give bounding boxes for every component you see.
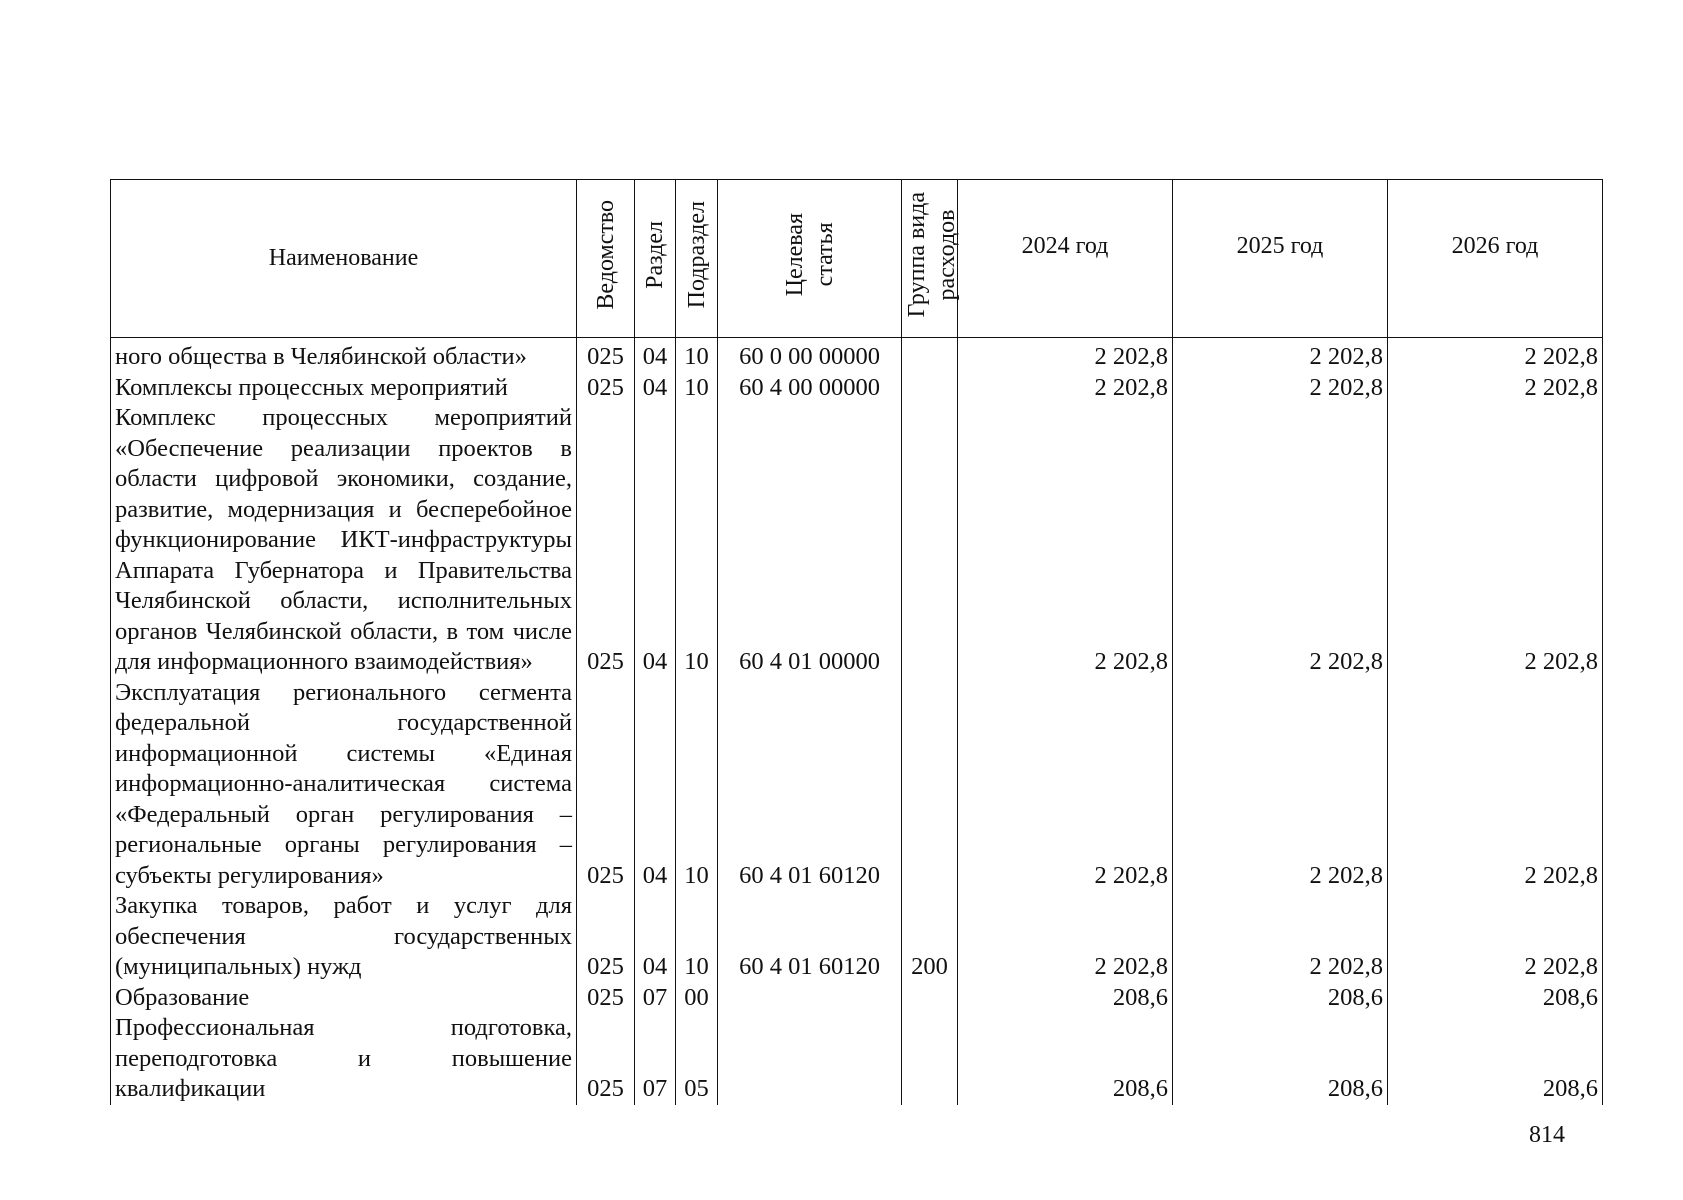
cell-razd: 07 <box>635 1013 676 1105</box>
cell-2026: 208,6 <box>1388 1013 1603 1105</box>
cell-2024: 2 202,8 <box>958 678 1173 892</box>
cell-2026: 2 202,8 <box>1388 338 1603 373</box>
cell-pod: 10 <box>676 338 718 373</box>
cell-2024: 208,6 <box>958 983 1173 1014</box>
cell-pod: 00 <box>676 983 718 1014</box>
header-2026: 2026 год <box>1388 180 1603 338</box>
cell-razd: 04 <box>635 338 676 373</box>
table-row <box>111 338 1603 373</box>
table-row <box>111 678 1603 892</box>
cell-razd: 04 <box>635 403 676 678</box>
cell-2024: 2 202,8 <box>958 373 1173 404</box>
cell-cel: 60 4 01 00000 <box>718 403 902 678</box>
cell-ved: 025 <box>577 1013 635 1105</box>
header-grp: Группа вида расходов <box>902 180 958 338</box>
cell-ved: 025 <box>577 338 635 373</box>
cell-cel: 60 0 00 00000 <box>718 338 902 373</box>
cell-2024: 2 202,8 <box>958 403 1173 678</box>
cell-2024: 2 202,8 <box>958 338 1173 373</box>
cell-2026: 2 202,8 <box>1388 373 1603 404</box>
cell-pod: 10 <box>676 678 718 892</box>
budget-table <box>110 179 1603 1105</box>
cell-2024: 208,6 <box>958 1013 1173 1105</box>
cell-2025: 2 202,8 <box>1173 891 1388 983</box>
cell-pod: 10 <box>676 891 718 983</box>
table-row <box>111 891 1603 983</box>
cell-name: Комплексы процессных мероприятий <box>111 373 577 404</box>
header-2024: 2024 год <box>958 180 1173 338</box>
cell-grp <box>902 1013 958 1105</box>
cell-2025: 208,6 <box>1173 983 1388 1014</box>
cell-grp <box>902 403 958 678</box>
header-podrazd: Подраздел <box>676 180 718 338</box>
cell-name: Образование <box>111 983 577 1014</box>
page-number: 814 <box>1529 1122 1565 1148</box>
cell-razd: 04 <box>635 678 676 892</box>
header-razd: Раздел <box>635 180 676 338</box>
table-row <box>111 373 1603 404</box>
cell-cel: 60 4 01 60120 <box>718 678 902 892</box>
cell-ved: 025 <box>577 373 635 404</box>
cell-ved: 025 <box>577 891 635 983</box>
table-row <box>111 1013 1603 1105</box>
cell-name: ного общества в Челябинской области» <box>111 338 577 373</box>
cell-ved: 025 <box>577 678 635 892</box>
cell-razd: 04 <box>635 891 676 983</box>
cell-ved: 025 <box>577 403 635 678</box>
cell-2025: 2 202,8 <box>1173 403 1388 678</box>
cell-2026: 2 202,8 <box>1388 891 1603 983</box>
budget-table-container <box>110 179 1602 1105</box>
cell-grp <box>902 338 958 373</box>
cell-2026: 2 202,8 <box>1388 403 1603 678</box>
header-cel: Целевая статья <box>718 180 902 338</box>
cell-pod: 05 <box>676 1013 718 1105</box>
header-name: Наименование <box>111 180 577 338</box>
header-2025: 2025 год <box>1173 180 1388 338</box>
cell-name: Комплекс процессных мероприятий «Обеспечение реализации проектов в области цифровой экономики, создание, развитие, модернизация и бесперебойное функционирование ИКТ-инфраструктуры Аппарата Губернатора и Правительства Челябинской области, исполнительных органов Челябинской области, в том числе для информационного взаимодействия» <box>111 403 577 678</box>
cell-cel <box>718 1013 902 1105</box>
cell-grp: 200 <box>902 891 958 983</box>
cell-grp <box>902 678 958 892</box>
table-header <box>111 180 1603 338</box>
cell-cel <box>718 983 902 1014</box>
cell-grp <box>902 983 958 1014</box>
cell-2026: 208,6 <box>1388 983 1603 1014</box>
cell-name: Закупка товаров, работ и услуг для обеспечения государственных (муниципальных) нужд <box>111 891 577 983</box>
cell-grp <box>902 373 958 404</box>
cell-name: Эксплуатация регионального сегмента федеральной государственной информационной системы «Единая информационно-аналитическая система «Федеральный орган регулирования – региональные органы регулирования – субъекты регулирования» <box>111 678 577 892</box>
cell-pod: 10 <box>676 373 718 404</box>
cell-cel: 60 4 00 00000 <box>718 373 902 404</box>
cell-2026: 2 202,8 <box>1388 678 1603 892</box>
cell-2024: 2 202,8 <box>958 891 1173 983</box>
cell-2025: 2 202,8 <box>1173 373 1388 404</box>
cell-razd: 04 <box>635 373 676 404</box>
table-body <box>111 338 1603 1105</box>
cell-ved: 025 <box>577 983 635 1014</box>
cell-cel: 60 4 01 60120 <box>718 891 902 983</box>
cell-2025: 208,6 <box>1173 1013 1388 1105</box>
cell-pod: 10 <box>676 403 718 678</box>
cell-2025: 2 202,8 <box>1173 338 1388 373</box>
header-ved: Ведомство <box>577 180 635 338</box>
cell-2025: 2 202,8 <box>1173 678 1388 892</box>
cell-razd: 07 <box>635 983 676 1014</box>
cell-name: Профессиональная подготовка, переподготовка и повышение квалификации <box>111 1013 577 1105</box>
table-row <box>111 403 1603 678</box>
table-row <box>111 983 1603 1014</box>
